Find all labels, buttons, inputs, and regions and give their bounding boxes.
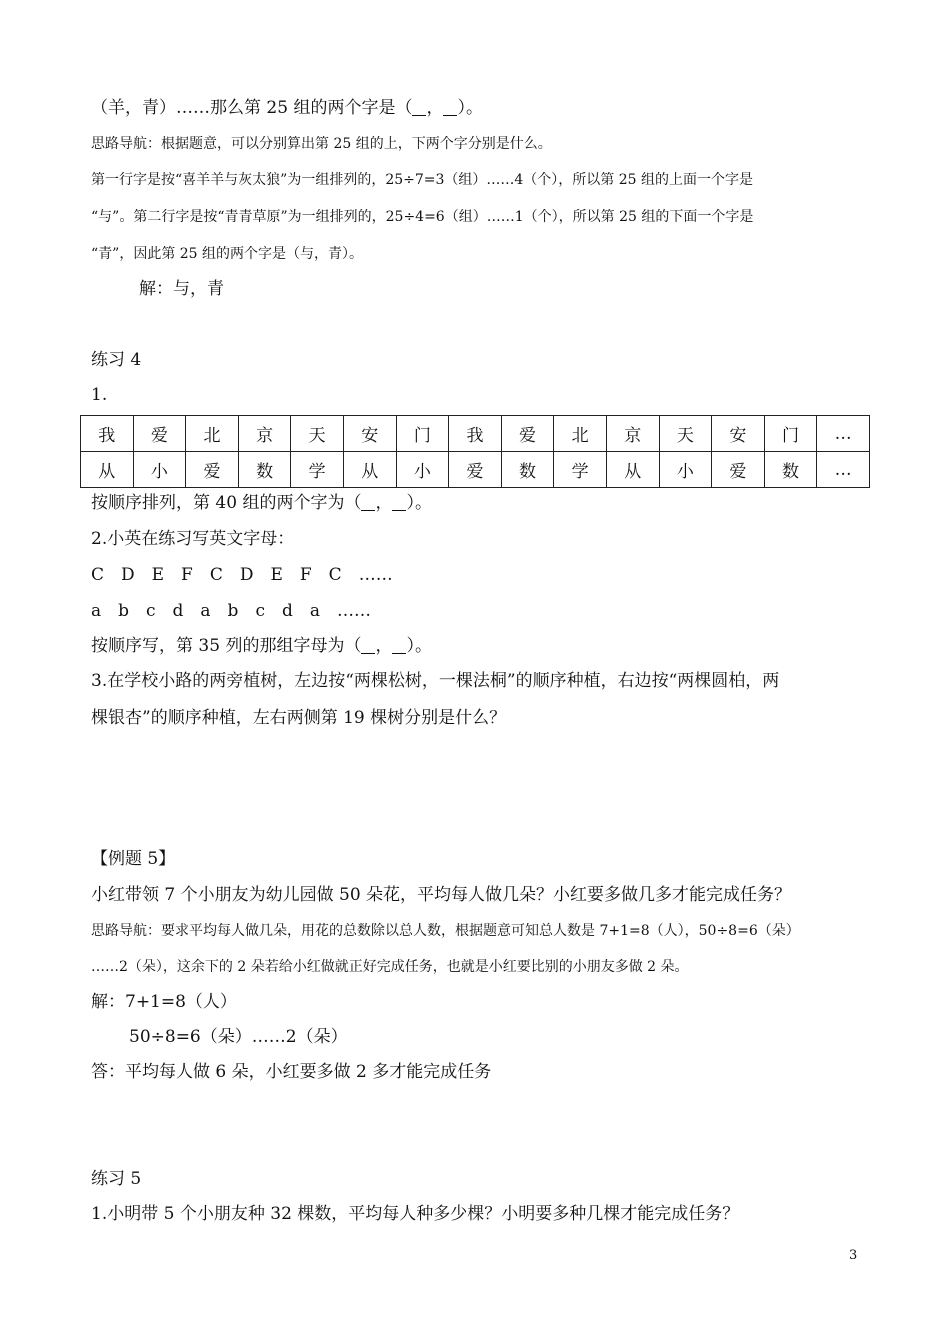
- practice4-q1-number: 1.: [91, 385, 108, 405]
- answer-blank[interactable]: [361, 639, 375, 654]
- ex4-navigation: 思路导航：根据题意，可以分别算出第 25 组的上，下两个字分别是什么。: [91, 136, 552, 152]
- practice4-q2-prompt: [91, 635, 432, 657]
- ex4-question-post: ）。: [457, 98, 483, 118]
- grid-cell: 北: [554, 416, 607, 452]
- answer-blank[interactable]: [361, 496, 375, 511]
- q2-prompt-post: ）。: [406, 636, 432, 656]
- ex5-navigation-line: 思路导航：要求平均每人做几朵，用花的总数除以总人数，根据题意可知总人数是 7+1=8（人），50÷8=6（朵）: [91, 923, 800, 939]
- page-number: 3: [849, 1248, 858, 1263]
- uppercase-sequence: C D E F C D E F C ……: [91, 565, 393, 585]
- ex4-solution: 解：与，青: [139, 279, 224, 299]
- character-grid: [80, 415, 870, 488]
- grid-cell: 爱: [501, 416, 554, 452]
- grid-row-top: [81, 416, 870, 452]
- grid-cell: 从: [606, 452, 659, 488]
- ex4-explanation-line: “青”，因此第 25 组的两个字是（与，青）。: [91, 246, 364, 262]
- q1-prompt-mid: ，: [375, 493, 393, 513]
- ex5-answer: 答：平均每人做 6 朵，小红要多做 2 多才能完成任务: [91, 1062, 492, 1082]
- grid-cell: …: [817, 416, 870, 452]
- grid-cell: 门: [396, 416, 449, 452]
- grid-cell: 安: [343, 416, 396, 452]
- answer-blank[interactable]: [392, 639, 406, 654]
- q2-prompt-mid: ，: [375, 636, 393, 656]
- ex5-solution-line: 50÷8=6（朵）……2（朵）: [129, 1027, 348, 1047]
- grid-cell: 天: [659, 416, 712, 452]
- grid-cell: 小: [659, 452, 712, 488]
- grid-cell: 京: [606, 416, 659, 452]
- answer-blank[interactable]: [443, 101, 457, 116]
- ex4-question-pre: （羊，青）……那么第 25 组的两个字是（: [91, 98, 413, 118]
- ex4-question-mid: ，: [426, 98, 444, 118]
- answer-blank[interactable]: [392, 496, 406, 511]
- grid-cell: 我: [449, 416, 502, 452]
- grid-cell: 数: [238, 452, 291, 488]
- grid-cell: 从: [81, 452, 134, 488]
- grid-cell: 爱: [186, 452, 239, 488]
- grid-cell: 小: [133, 452, 186, 488]
- grid-cell: 小: [396, 452, 449, 488]
- q1-prompt-pre: 按顺序排列，第 40 组的两个字为（: [91, 493, 362, 513]
- ex4-question-line: [91, 97, 483, 119]
- grid-cell: 数: [764, 452, 817, 488]
- lowercase-sequence: a b c d a b c d a ……: [91, 601, 371, 621]
- practice4-q2: 2.小英在练习写英文字母：: [91, 529, 295, 549]
- practice5-q1: 1.小明带 5 个小朋友种 32 棵数，平均每人种多少棵？小明要多种几棵才能完成任务？: [91, 1204, 740, 1224]
- ex5-title: 【例题 5】: [91, 849, 176, 869]
- practice4-q1-prompt: [91, 492, 432, 514]
- ex5-navigation-line: ……2（朵），这余下的 2 朵若给小红做就正好完成任务，也就是小红要比别的小朋友多做 2 朵。: [91, 959, 689, 975]
- grid-cell: 门: [764, 416, 817, 452]
- grid-cell: 北: [186, 416, 239, 452]
- grid-cell: 爱: [712, 452, 765, 488]
- grid-cell: 我: [81, 416, 134, 452]
- grid-cell: 从: [343, 452, 396, 488]
- ex4-explanation-line: “与”。第二行字是按“青青草原”为一组排列的，25÷4=6（组）……1（个），所以第 25 组的下面一个字是: [91, 209, 754, 225]
- grid-cell: 安: [712, 416, 765, 452]
- practice4-title: 练习 4: [91, 350, 142, 370]
- practice5-title: 练习 5: [91, 1169, 142, 1189]
- ex4-explanation-line: 第一行字是按“喜羊羊与灰太狼”为一组排列的，25÷7=3（组）……4（个），所以第 25 组的上面一个字是: [91, 172, 754, 188]
- grid-cell: 爱: [133, 416, 186, 452]
- grid-cell: 爱: [449, 452, 502, 488]
- answer-blank[interactable]: [412, 101, 426, 116]
- practice4-q3-line: 棵银杏”的顺序种植，左右两侧第 19 棵树分别是什么？: [91, 708, 507, 728]
- practice4-q3-line: 3.在学校小路的两旁植树，左边按“两棵松树，一棵法桐”的顺序种植，右边按“两棵圆柏，两: [91, 671, 780, 691]
- grid-cell: 天: [291, 416, 344, 452]
- ex5-solution-line: 解：7+1=8（人）: [91, 992, 237, 1012]
- grid-cell: 学: [291, 452, 344, 488]
- q1-prompt-post: ）。: [406, 493, 432, 513]
- grid-cell: 数: [501, 452, 554, 488]
- q2-prompt-pre: 按顺序写，第 35 列的那组字母为（: [91, 636, 362, 656]
- grid-cell: 京: [238, 416, 291, 452]
- grid-cell: 学: [554, 452, 607, 488]
- ex5-question: 小红带领 7 个小朋友为幼儿园做 50 朵花，平均每人做几朵？小红要多做几多才能完成任务？: [91, 885, 792, 905]
- grid-cell: …: [817, 452, 870, 488]
- grid-row-bottom: [81, 452, 870, 488]
